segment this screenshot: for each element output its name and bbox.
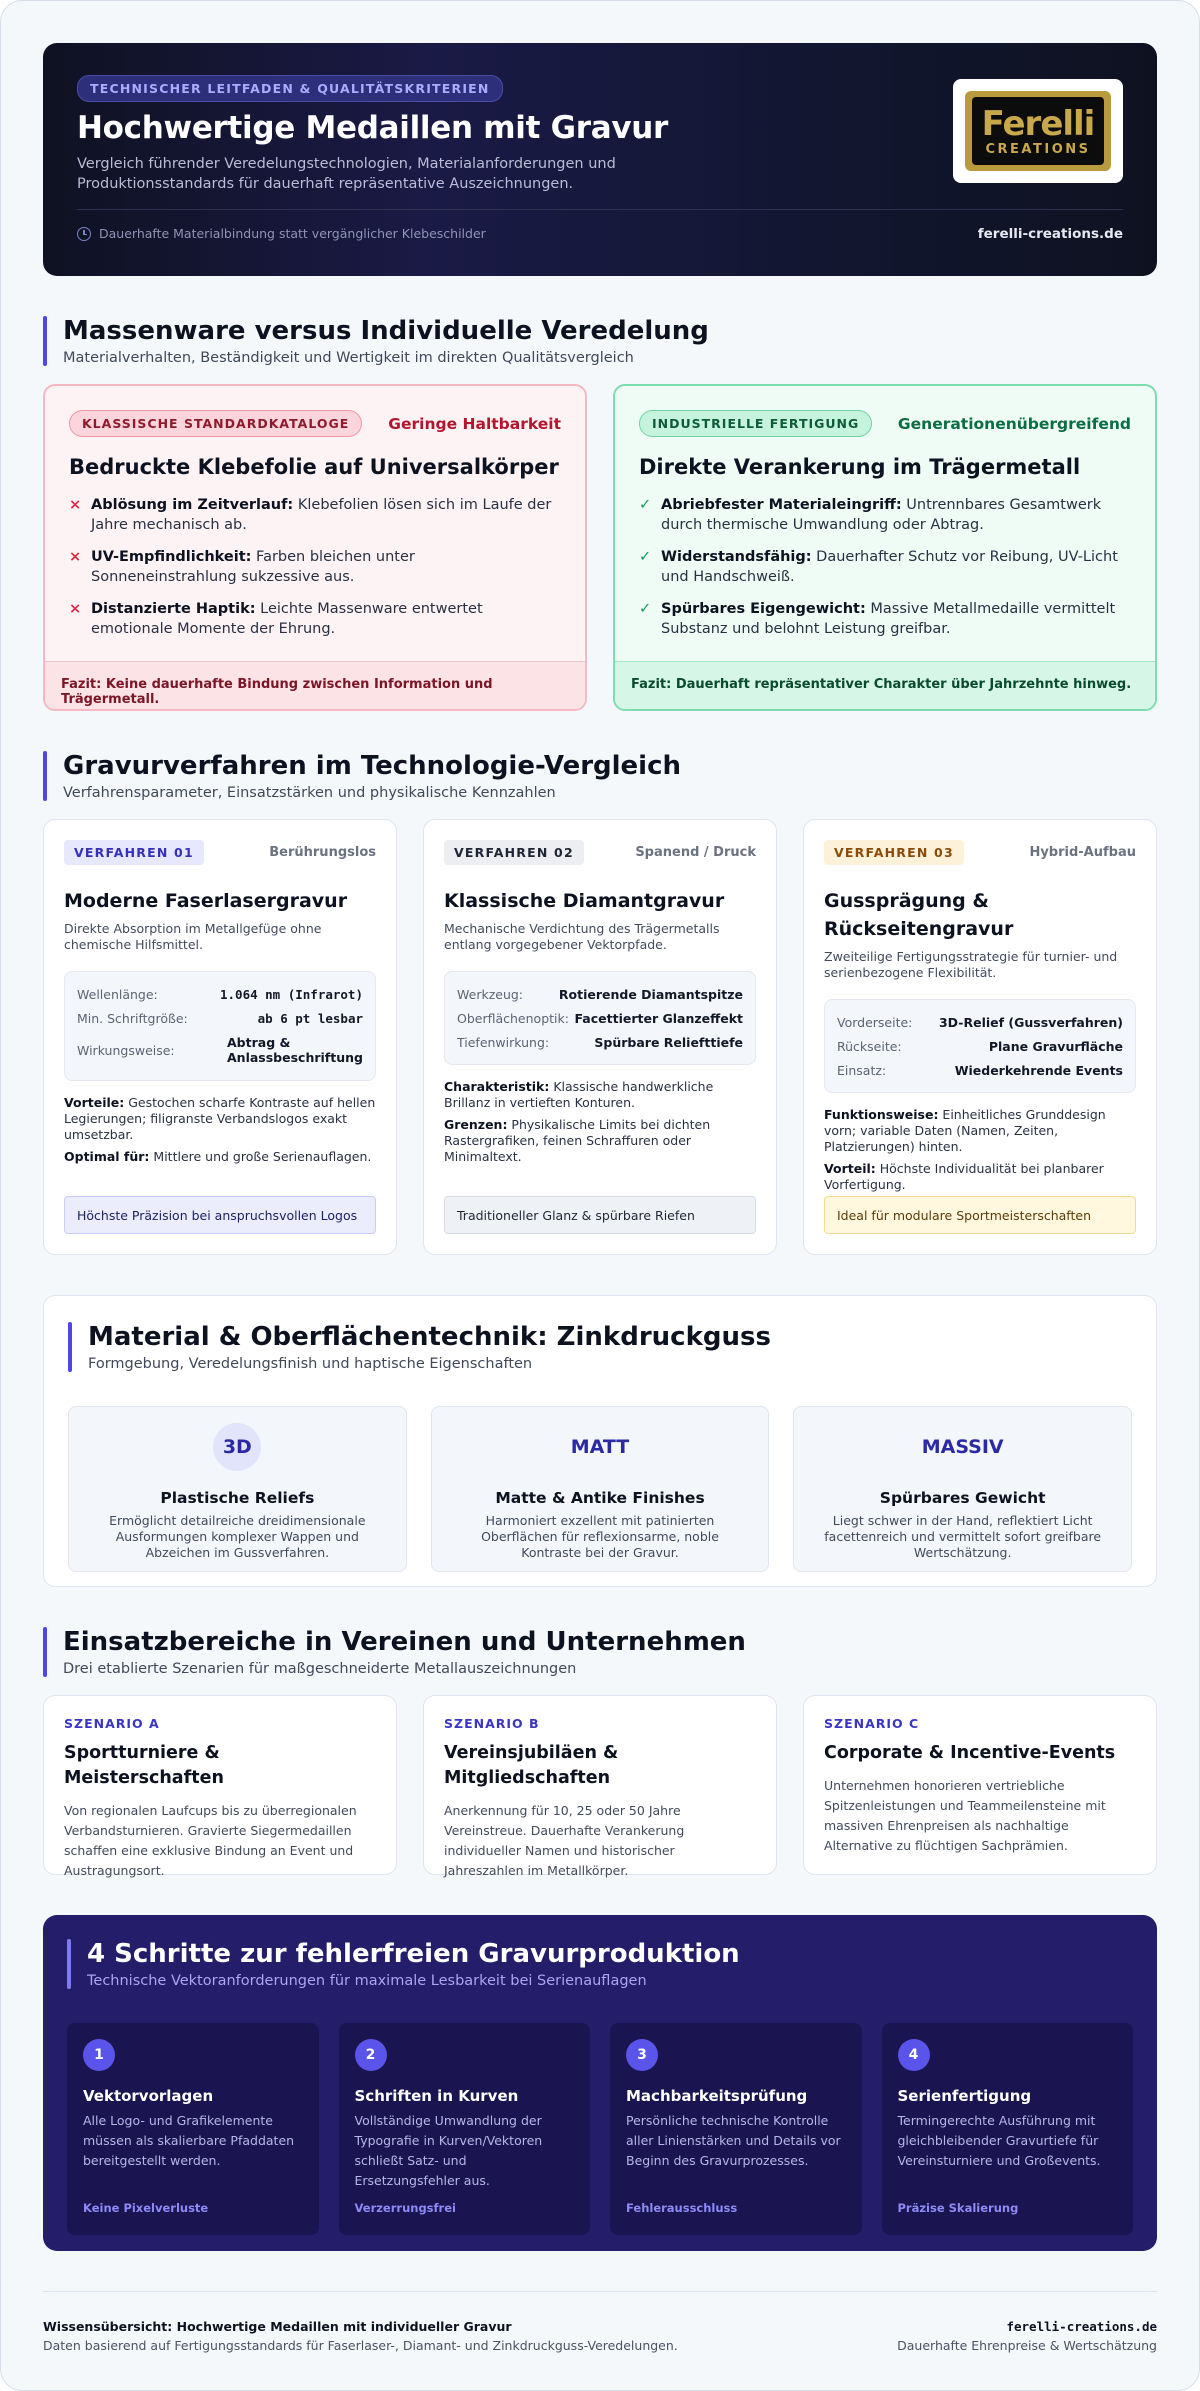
tech-type: Berührungslos <box>269 845 376 860</box>
tech-badge: VERFAHREN 02 <box>444 840 584 865</box>
cross-icon: × <box>69 497 82 513</box>
compare-heading-industrial: Direkte Verankerung im Trägermetall <box>639 455 1081 479</box>
spec-key: Werkzeug: <box>457 986 524 1002</box>
tech-notes <box>444 1079 756 1165</box>
logo-inner <box>972 97 1104 165</box>
tech-card-laser <box>43 819 397 1255</box>
footer-text: Daten basierend auf Fertigungsstandards für Faserlaser-, Diamant- und Zinkdruckguss-Veredelungen. <box>43 2338 678 2353</box>
compare-tag-industrial: Generationenübergreifend <box>897 414 1131 433</box>
step-highlight: Fehlerausschluss <box>626 2201 738 2215</box>
tech-card-footnote: Ideal für modulare Sportmeisterschaften <box>824 1196 1136 1234</box>
step-highlight: Präzise Skalierung <box>897 2201 1019 2215</box>
tech-card-title: Klassische Diamantgravur <box>444 890 725 912</box>
check-icon: ✓ <box>639 497 652 513</box>
material-heading <box>68 1322 1132 1372</box>
spec-value: Rotierende Diamantspitze <box>558 986 743 1002</box>
scenario-cards <box>43 1695 1157 1878</box>
step-card <box>67 2023 319 2235</box>
item-label: Ablösung im Zeitverlauf: <box>91 497 294 513</box>
step-text: Alle Logo- und Grafikelemente müssen als skalierbare Pfaddaten bereitgestellt werden. <box>83 2113 295 2168</box>
compare-pill-industrial: INDUSTRIELLE FERTIGUNG <box>639 410 872 437</box>
material-card-title: Spürbares Gewicht <box>879 1489 1046 1507</box>
tech-card-desc: Direkte Absorption im Metallgefüge ohne chemische Hilfsmittel. <box>64 921 322 952</box>
scenario-title: Einsatzbereiche in Vereinen und Unternehmen <box>63 1627 746 1657</box>
scenario-card-title: Sportturniere & Meisterschaften <box>64 1743 224 1788</box>
note-text: Gestochen scharfe Kontraste auf hellen Legierungen; filigranste Verbandslogos exakt umsetzbar. <box>64 1095 376 1142</box>
compare-heading <box>43 316 1157 366</box>
item-text: Leichte Massenware entwertet emotionale Momente der Ehrung. <box>91 601 483 637</box>
material-card-text: Ermöglicht detailreiche dreidimensionale Ausformungen komplexer Wappen und Abzeichen im Gussverfahren. <box>109 1513 366 1560</box>
step-card <box>339 2023 591 2235</box>
tech-badge: VERFAHREN 03 <box>824 840 964 865</box>
spec-key: Einsatz: <box>837 1062 887 1078</box>
material-title: Material & Oberflächentechnik: Zinkdruckguss <box>88 1322 771 1352</box>
compare-card-industrial <box>613 384 1157 711</box>
step-list <box>67 2023 1133 2235</box>
tech-specs <box>824 999 1136 1093</box>
check-icon: ✓ <box>639 601 652 617</box>
note-text: Klassische handwerkliche Brillanz in vertieften Konturen. <box>444 1079 714 1110</box>
footer-left <box>43 2316 678 2353</box>
clock-icon <box>77 227 91 241</box>
item-text: Farben bleichen unter Sonneneinstrahlung sukzessive aus. <box>91 549 415 585</box>
spec-value: 3D-Relief (Gussverfahren) <box>938 1014 1123 1030</box>
footer-domain-link[interactable]: ferelli-creations.de <box>1006 2319 1157 2334</box>
material-card <box>68 1406 407 1572</box>
spec-key: Oberflächenoptik: <box>457 1010 569 1026</box>
compare-tag-standard: Geringe Haltbarkeit <box>388 414 561 433</box>
scenario-label: SZENARIO C <box>824 1716 920 1731</box>
steps-subtitle: Technische Vektoranforderungen für maximale Lesbarkeit bei Serienauflagen <box>87 1973 647 1989</box>
spec-key: Rückseite: <box>837 1038 902 1054</box>
page-subtitle: Vergleich führender Veredelungstechnologien, Materialanforderungen und Produktionsstandards für dauerhaft repräsentative Auszeichnungen. <box>77 156 616 192</box>
spec-key: Vorderseite: <box>837 1014 913 1030</box>
step-title: Vektorvorlagen <box>83 2087 214 2105</box>
spec-value: Spürbare Reliefttiefe <box>594 1034 743 1050</box>
tech-card-desc: Mechanische Verdichtung des Trägermetalls entlang vorgegebener Vektorpfade. <box>444 921 720 952</box>
compare-section <box>43 316 1157 711</box>
step-highlight: Keine Pixelverluste <box>83 2201 209 2215</box>
note-text: Höchste Individualität bei planbarer Vorfertigung. <box>824 1161 1104 1192</box>
page-footer <box>43 2291 1157 2353</box>
tech-card-hybrid <box>803 819 1157 1255</box>
material-card-title: Matte & Antike Finishes <box>495 1489 705 1507</box>
step-title: Schriften in Kurven <box>354 2087 519 2105</box>
scenario-card-title: Corporate & Incentive-Events <box>824 1743 1116 1763</box>
step-title: Serienfertigung <box>897 2087 1032 2105</box>
item-text: Untrennbares Gesamtwerk durch thermische Umwandlung oder Abtrag. <box>661 497 1102 533</box>
tech-card-title: Gussprägung & Rückseitengravur <box>824 890 1014 940</box>
compare-fazit-standard: Fazit: Keine dauerhafte Bindung zwischen Information und Trägermetall. <box>45 661 585 709</box>
hero-divider <box>77 209 1123 210</box>
tech-card-footnote: Höchste Präzision bei anspruchsvollen Logos <box>64 1196 376 1234</box>
spec-key: Min. Schriftgröße: <box>77 1010 188 1026</box>
spec-value: ab 6 pt lesbar <box>257 1010 363 1026</box>
compare-subtitle: Materialverhalten, Beständigkeit und Wertigkeit im direkten Qualitätsvergleich <box>63 350 634 366</box>
tech-card-desc: Zweiteilige Fertigungsstrategie für turnier- und serienbezogene Flexibilität. <box>824 949 1118 980</box>
tech-specs <box>444 971 756 1065</box>
steps-heading <box>67 1939 1133 1989</box>
weight-icon: MASSIV <box>921 1436 1004 1458</box>
scenario-card-text: Unternehmen honorieren vertriebliche Spitzenleistungen und Teammeilensteine mit massiven Ehrenpreisen als nachhaltige Alternative zu flüchtigen Sachprämien. <box>824 1778 1106 1853</box>
compare-title: Massenware versus Individuelle Veredelung <box>63 316 709 346</box>
tech-specs <box>64 971 376 1081</box>
scenario-card-a <box>43 1695 397 1878</box>
compare-heading-standard: Bedruckte Klebefolie auf Universalkörper <box>69 455 559 479</box>
step-number: 3 <box>626 2039 658 2071</box>
brand-logo[interactable] <box>953 79 1123 183</box>
hero-footnote <box>77 226 486 241</box>
material-card <box>431 1406 770 1572</box>
logo-wordmark: Ferelli <box>981 103 1095 144</box>
note-label: Optimal für: <box>64 1149 150 1164</box>
page-title: Hochwertige Medaillen mit Gravur <box>77 110 668 146</box>
note-label: Funktionsweise: <box>824 1107 939 1122</box>
item-label: Abriebfester Materialeingriff: <box>661 497 902 513</box>
tech-section <box>43 751 1157 1255</box>
item-label: Widerstandsfähig: <box>661 549 812 565</box>
item-text: Klebefolien lösen sich im Laufe der Jahre mechanisch ab. <box>91 497 552 533</box>
scenario-label: SZENARIO A <box>64 1716 160 1731</box>
relief-icon: 3D <box>213 1423 261 1471</box>
item-text: Dauerhafter Schutz vor Reibung, UV-Licht und Handschweiß. <box>661 549 1118 585</box>
list-item <box>69 599 561 639</box>
spec-value: Wiederkehrende Events <box>954 1062 1123 1078</box>
compare-list-standard <box>69 495 561 639</box>
hero-footnote-text: Dauerhafte Materialbindung statt vergänglicher Klebeschilder <box>99 226 486 241</box>
tech-card-title: Moderne Faserlasergravur <box>64 890 348 912</box>
scenario-section <box>43 1627 1157 1878</box>
note-text: Mittlere und große Serienauflagen. <box>149 1149 372 1164</box>
step-card <box>610 2023 862 2235</box>
list-item <box>69 495 561 535</box>
list-item <box>639 547 1131 587</box>
tech-cards <box>43 819 1157 1255</box>
tech-type: Hybrid-Aufbau <box>1029 845 1136 860</box>
item-label: UV-Empfindlichkeit: <box>91 549 252 565</box>
compare-card-standard <box>43 384 587 711</box>
steps-section <box>43 1915 1157 2251</box>
spec-key: Wellenlänge: <box>77 986 158 1002</box>
footer-title: Wissensübersicht: Hochwertige Medaillen mit individueller Gravur <box>43 2319 512 2334</box>
step-text: Persönliche technische Kontrolle aller Linienstärken und Details vor Beginn des Gravurprozesses. <box>626 2113 841 2168</box>
scenario-card-text: Anerkennung für 10, 25 oder 50 Jahre Vereinstreue. Dauerhafte Verankerung individueller Namen und historischer Jahreszahlen im Metallkörper. <box>444 1803 685 1878</box>
note-label: Vorteile: <box>64 1095 125 1110</box>
tech-badge: VERFAHREN 01 <box>64 840 204 865</box>
cross-icon: × <box>69 549 82 565</box>
tech-card-diamond <box>423 819 777 1255</box>
compare-cards <box>43 384 1157 711</box>
step-highlight: Verzerrungsfrei <box>354 2201 456 2215</box>
footer-tagline: Dauerhafte Ehrenpreise & Wertschätzung <box>897 2338 1157 2353</box>
spec-value: Facettierter Glanzeffekt <box>574 1010 743 1026</box>
item-label: Distanzierte Haptik: <box>91 601 256 617</box>
material-card-title: Plastische Reliefs <box>160 1489 315 1507</box>
compare-list-industrial <box>639 495 1131 639</box>
logo-subline: CREATIONS <box>985 141 1091 157</box>
spec-value: Abtrag & Anlassbeschriftung <box>227 1035 363 1065</box>
spec-key: Tiefenwirkung: <box>457 1034 550 1050</box>
material-subtitle: Formgebung, Veredelungsfinish und haptische Eigenschaften <box>88 1356 533 1372</box>
spec-key: Wirkungsweise: <box>77 1042 175 1058</box>
compare-fazit-industrial: Fazit: Dauerhaft repräsentativer Charakter über Jahrzehnte hinweg. <box>615 661 1155 709</box>
scenario-card-b <box>423 1695 777 1878</box>
note-text: Physikalische Limits bei dichten Rastergrafiken, feinen Schraffuren oder Minimaltext. <box>444 1117 711 1164</box>
hero-banner <box>43 43 1157 276</box>
spec-value: Plane Gravurfläche <box>988 1038 1123 1054</box>
compare-pill-standard: KLASSISCHE STANDARDKATALOGE <box>69 410 362 437</box>
list-item <box>69 547 561 587</box>
note-label: Vorteil: <box>824 1161 876 1176</box>
tech-notes <box>824 1107 1136 1193</box>
material-section <box>43 1295 1157 1587</box>
tech-heading <box>43 751 1157 801</box>
scenario-card-c <box>803 1695 1157 1875</box>
tech-subtitle: Verfahrensparameter, Einsatzstärken und physikalische Kennzahlen <box>63 785 556 801</box>
step-number: 4 <box>898 2039 930 2071</box>
step-number: 2 <box>355 2039 387 2071</box>
matte-finish-icon: MATT <box>570 1436 630 1458</box>
scenario-label: SZENARIO B <box>444 1716 540 1731</box>
hero-domain-link[interactable]: ferelli-creations.de <box>977 226 1123 242</box>
note-text: Einheitliches Grunddesign vorn; variable Daten (Namen, Zeiten, Platzierungen) hinten. <box>824 1107 1106 1154</box>
material-card <box>793 1406 1132 1572</box>
material-card-text: Liegt schwer in der Hand, reflektiert Licht facettenreich und vermittelt sofort greifbare Wertschätzung. <box>824 1513 1102 1560</box>
tech-title: Gravurverfahren im Technologie-Vergleich <box>63 751 682 781</box>
spec-value: 1.064 nm (Infrarot) <box>220 986 363 1002</box>
note-label: Grenzen: <box>444 1117 508 1132</box>
scenario-heading <box>43 1627 1157 1677</box>
item-text: Massive Metallmedaille vermittelt Substanz und belohnt Leistung greifbar. <box>661 601 1116 637</box>
tech-notes <box>64 1095 376 1165</box>
steps-title: 4 Schritte zur fehlerfreien Gravurproduktion <box>87 1939 740 1969</box>
list-item <box>639 599 1131 639</box>
material-card-text: Harmoniert exzellent mit patinierten Oberflächen für reflexionsarme, noble Kontraste bei der Gravur. <box>481 1513 719 1560</box>
step-number: 1 <box>83 2039 115 2071</box>
step-card <box>882 2023 1134 2235</box>
note-label: Charakteristik: <box>444 1079 550 1094</box>
check-icon: ✓ <box>639 549 652 565</box>
tech-type: Spanend / Druck <box>635 845 756 860</box>
material-cards <box>68 1406 1132 1572</box>
scenario-subtitle: Drei etablierte Szenarien für maßgeschneiderte Metallauszeichnungen <box>63 1661 577 1677</box>
logo-plate <box>965 91 1111 171</box>
footer-right <box>897 2316 1157 2353</box>
step-title: Machbarkeitsprüfung <box>626 2087 808 2105</box>
cross-icon: × <box>69 601 82 617</box>
list-item <box>639 495 1131 535</box>
scenario-card-title: Vereinsjubiläen & Mitgliedschaften <box>444 1743 619 1788</box>
hero-badge: TECHNISCHER LEITFADEN & QUALITÄTSKRITERIEN <box>77 75 503 102</box>
step-text: Termingerechte Ausführung mit gleichbleibender Gravurtiefe für Vereinsturniere und Großevents. <box>897 2113 1101 2168</box>
step-text: Vollständige Umwandlung der Typografie in Kurven/Vektoren schließt Satz- und Ersetzungsfehler aus. <box>354 2113 543 2188</box>
item-label: Spürbares Eigengewicht: <box>661 601 866 617</box>
scenario-card-text: Von regionalen Laufcups bis zu überregionalen Verbandsturnieren. Gravierte Siegermedaillen schaffen eine exklusive Bindung an Event und Austragungsort. <box>64 1803 357 1878</box>
tech-card-footnote: Traditioneller Glanz & spürbare Riefen <box>444 1196 756 1234</box>
